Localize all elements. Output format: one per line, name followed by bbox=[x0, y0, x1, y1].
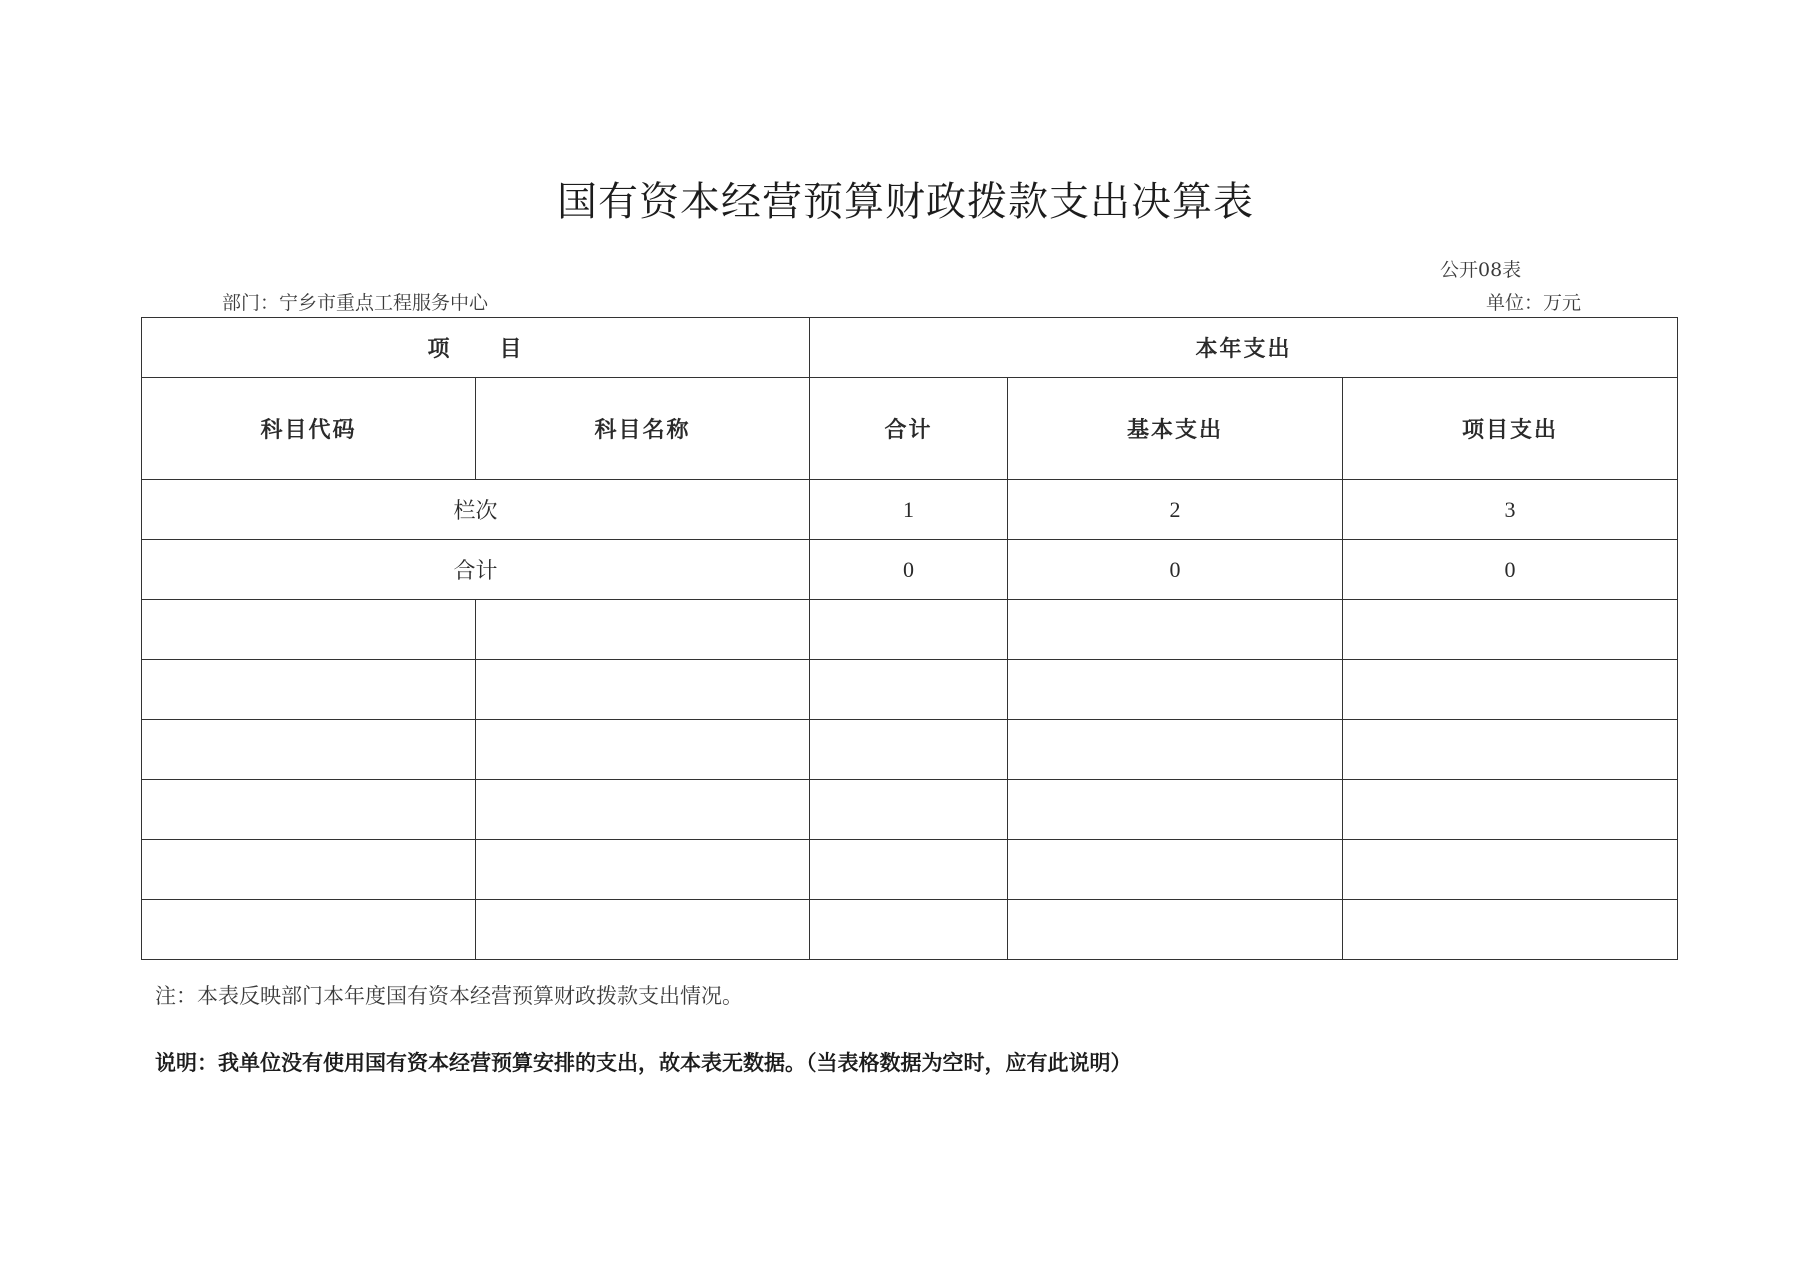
table-cell bbox=[810, 660, 1008, 720]
table-cell bbox=[810, 900, 1008, 960]
table-cell bbox=[1343, 780, 1678, 840]
header-column-row bbox=[142, 378, 1678, 480]
header-item-group: 项 目 bbox=[142, 318, 810, 378]
table-cell bbox=[1008, 600, 1343, 660]
column-index-label: 栏次 bbox=[142, 480, 810, 540]
column-index-3: 3 bbox=[1343, 480, 1678, 540]
table-cell bbox=[1008, 900, 1343, 960]
column-header-project: 项目支出 bbox=[1343, 378, 1678, 480]
table-cell bbox=[1008, 660, 1343, 720]
column-header-basic: 基本支出 bbox=[1008, 378, 1343, 480]
column-index-2: 2 bbox=[1008, 480, 1343, 540]
table-cell bbox=[476, 720, 810, 780]
department-label: 部门：宁乡市重点工程服务中心 bbox=[222, 292, 489, 314]
table-row bbox=[142, 720, 1678, 780]
table-cell bbox=[1008, 720, 1343, 780]
table-cell bbox=[142, 660, 476, 720]
table-cell bbox=[810, 840, 1008, 900]
total-value-project: 0 bbox=[1343, 540, 1678, 600]
table-cell bbox=[1343, 900, 1678, 960]
table-row bbox=[142, 780, 1678, 840]
table-cell bbox=[476, 600, 810, 660]
table-cell bbox=[142, 900, 476, 960]
page-title: 国有资本经营预算财政拨款支出决算表 bbox=[557, 179, 1254, 225]
table-cell bbox=[1008, 840, 1343, 900]
table-cell bbox=[1343, 660, 1678, 720]
table-cell bbox=[142, 780, 476, 840]
total-value-basic: 0 bbox=[1008, 540, 1343, 600]
table-cell bbox=[1008, 780, 1343, 840]
total-row bbox=[142, 540, 1678, 600]
table-row bbox=[142, 840, 1678, 900]
header-group-row bbox=[142, 318, 1678, 378]
column-header-code: 科目代码 bbox=[142, 378, 476, 480]
expenditure-table bbox=[141, 317, 1678, 960]
table-cell bbox=[142, 720, 476, 780]
header-expense-group: 本年支出 bbox=[810, 318, 1678, 378]
table-cell bbox=[810, 720, 1008, 780]
footnote: 注：本表反映部门本年度国有资本经营预算财政拨款支出情况。 bbox=[155, 984, 743, 1008]
table-row bbox=[142, 900, 1678, 960]
table-cell bbox=[1343, 720, 1678, 780]
column-index-row bbox=[142, 480, 1678, 540]
table-cell bbox=[476, 780, 810, 840]
column-header-name: 科目名称 bbox=[476, 378, 810, 480]
column-header-total: 合计 bbox=[810, 378, 1008, 480]
total-label: 合计 bbox=[142, 540, 810, 600]
unit-label: 单位：万元 bbox=[1486, 292, 1582, 314]
total-value-sum: 0 bbox=[810, 540, 1008, 600]
table-cell bbox=[476, 840, 810, 900]
table-cell bbox=[1343, 600, 1678, 660]
table-cell bbox=[810, 780, 1008, 840]
table-cell bbox=[810, 600, 1008, 660]
table-cell bbox=[142, 840, 476, 900]
explanation: 说明：我单位没有使用国有资本经营预算安排的支出，故本表无数据。（当表格数据为空时，应有此说明） bbox=[155, 1050, 1132, 1075]
table-cell bbox=[476, 660, 810, 720]
table-row bbox=[142, 660, 1678, 720]
table-cell bbox=[142, 600, 476, 660]
form-number: 公开08表 bbox=[1440, 259, 1522, 281]
table-cell bbox=[1343, 840, 1678, 900]
table-row bbox=[142, 600, 1678, 660]
column-index-1: 1 bbox=[810, 480, 1008, 540]
table-cell bbox=[476, 900, 810, 960]
